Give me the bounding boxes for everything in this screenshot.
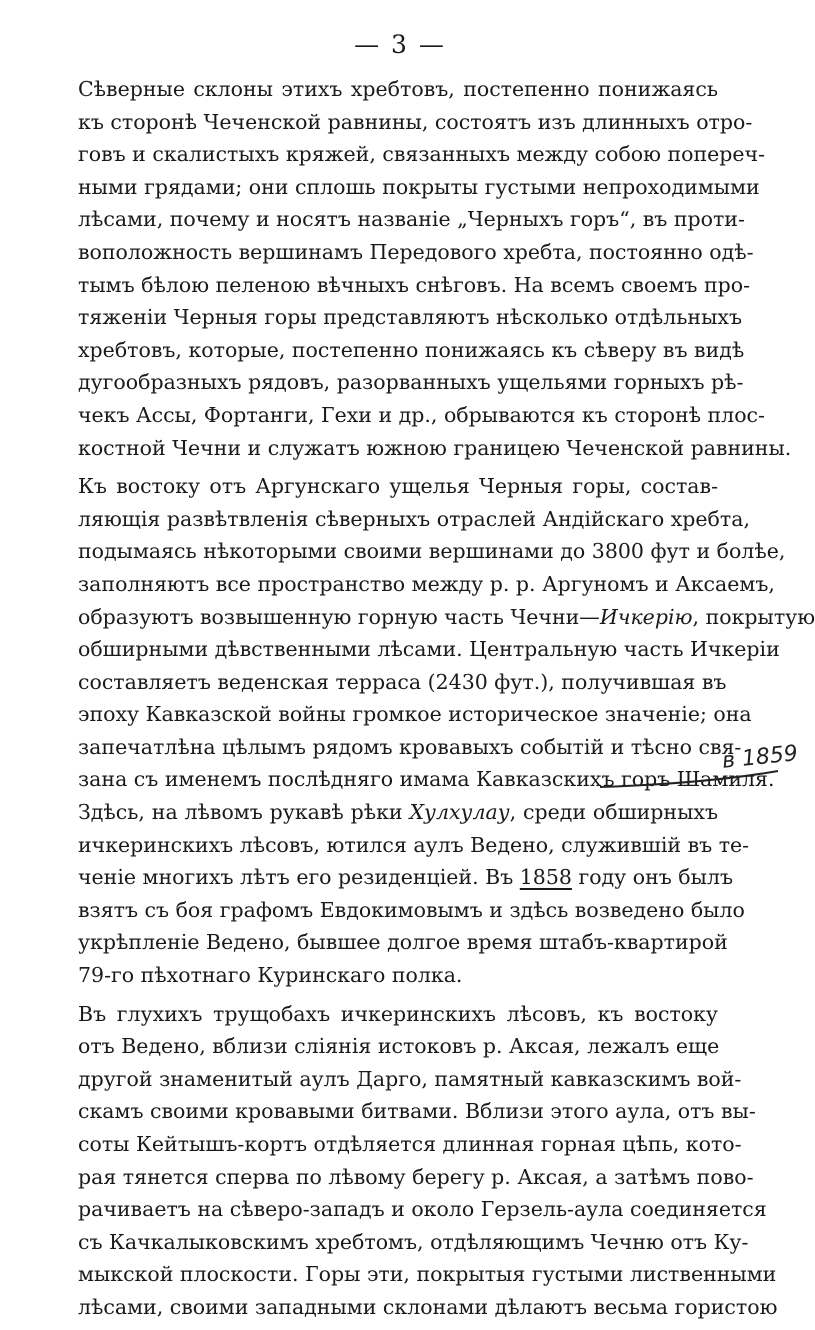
text-line: чекъ Ассы, Фортанги, Гехи и др., обрываются къ сторонѣ плос-	[78, 402, 765, 427]
text-line: подымаясь нѣкоторыми своими вершинами до 3800 фут и болѣе,	[78, 539, 786, 564]
text-line: дугообразныхъ рядовъ, разорванныхъ ущельями горныхъ рѣ-	[78, 370, 744, 395]
text-line: тымъ бѣлою пеленою вѣчныхъ снѣговъ. На всемъ своемъ про-	[78, 272, 751, 297]
underlined-year: 1858	[519, 865, 572, 890]
text-line: обширными дѣвственными лѣсами. Центральную часть Ичкеріи	[78, 637, 780, 662]
text-line: заполняютъ все пространство между р. р. Аргуномъ и Аксаемъ,	[78, 571, 775, 596]
text-segment: Здѣсь, на лѣвомъ рукавѣ рѣки	[78, 800, 410, 825]
italic-term-river: Хулхулау	[409, 800, 510, 825]
text-line: другой знаменитый аулъ Дарго, памятный кавказскимъ вой-	[78, 1066, 742, 1091]
text-line: составляетъ веденская терраса (2430 фут.), получившая въ	[78, 669, 727, 694]
text-line: костной Чечни и служатъ южною границею Чеченской равнины.	[78, 435, 792, 460]
text-line: говъ и скалистыхъ кряжей, связанныхъ между собою попереч-	[78, 142, 766, 167]
text-line: эпоху Кавказской войны громкое историческое значеніе; она	[78, 702, 752, 727]
text-line: лѣсами, своими западными склонами дѣлаютъ весьма гористою	[78, 1294, 778, 1319]
text-segment: образуютъ возвышенную горную часть Чечни—	[78, 604, 600, 629]
text-line: соты Кейтышъ-кортъ отдѣляется длинная горная цѣпь, кото-	[78, 1132, 742, 1156]
text-line: Сѣверные склоны этихъ хребтовъ, постепенно понижаясь	[78, 77, 718, 101]
text-line: Къ востоку отъ Аргунскаго ущелья Черныя горы, состав-	[78, 474, 718, 499]
text-line: укрѣпленіе Ведено, бывшее долгое время штабъ-квартирой	[78, 930, 728, 955]
text-line: взятъ съ боя графомъ Евдокимовымъ и здѣсь возведено было	[78, 897, 745, 922]
text-line: ляющія развѣтвленія сѣверныхъ отраслей Андійскаго хребта,	[78, 506, 750, 531]
text-line: хребтовъ, которые, постепенно понижаясь къ сѣверу въ видѣ	[78, 337, 745, 362]
text-line: рая тянется сперва по лѣвому берегу р. Аксая, а затѣмъ пово-	[78, 1164, 754, 1189]
handwritten-note: в 1859	[720, 741, 800, 774]
text-line: зана съ именемъ послѣдняго имама Кавказскихъ горъ Шамиля.	[78, 767, 775, 792]
paragraph-3	[78, 998, 778, 1324]
text-line-ichkeria	[78, 601, 815, 634]
text-line: ными грядами; они сплошь покрыты густыми непроходимыми	[78, 174, 760, 199]
text-line-year	[78, 861, 734, 894]
text-line: запечатлѣна цѣлымъ рядомъ кровавыхъ событій и тѣсно свя-	[78, 734, 742, 759]
text-line: мыкской плоскости. Горы эти, покрытыя густыми лиственными	[78, 1262, 777, 1287]
text-line: воположность вершинамъ Передового хребта, постоянно одѣ-	[78, 239, 754, 264]
text-line: скамъ своими кровавыми битвами. Вблизи этого аула, отъ вы-	[78, 1099, 756, 1124]
text-segment: , покрытую	[692, 604, 815, 629]
text-line: рачиваетъ на сѣверо-западъ и около Герзель-аула соединяется	[78, 1197, 767, 1222]
text-line-river	[78, 796, 718, 829]
text-line: 79-го пѣхотнаго Куринскаго полка.	[78, 963, 463, 988]
paragraph-1	[78, 73, 792, 464]
text-segment: году онъ былъ	[571, 865, 734, 890]
text-line: Въ глухихъ трущобахъ ичкеринскихъ лѣсовъ, къ востоку	[78, 1001, 718, 1026]
text-segment: ченіе многихъ лѣтъ его резиденціей. Въ	[78, 865, 520, 890]
text-line: съ Качкалыковскимъ хребтомъ, отдѣляющимъ Чечню отъ Ку-	[78, 1229, 749, 1254]
text-line: тяженіи Черныя горы представляютъ нѣсколько отдѣльныхъ	[78, 305, 743, 330]
text-segment: , среди обширныхъ	[509, 800, 718, 825]
text-line: ичкеринскихъ лѣсовъ, ютился аулъ Ведено, служившій въ те-	[78, 832, 750, 857]
text-line: лѣсами, почему и носятъ названіе „Черныхъ горъ“, въ проти-	[78, 207, 745, 232]
italic-term-ichkeria: Ичкерію	[599, 604, 693, 629]
text-line: отъ Ведено, вблизи сліянія истоковъ р. Аксая, лежалъ еще	[78, 1034, 720, 1059]
text-line: къ сторонѣ Чеченской равнины, состоятъ изъ длинныхъ отро-	[78, 109, 753, 134]
page-number: — 3 —	[354, 30, 446, 59]
